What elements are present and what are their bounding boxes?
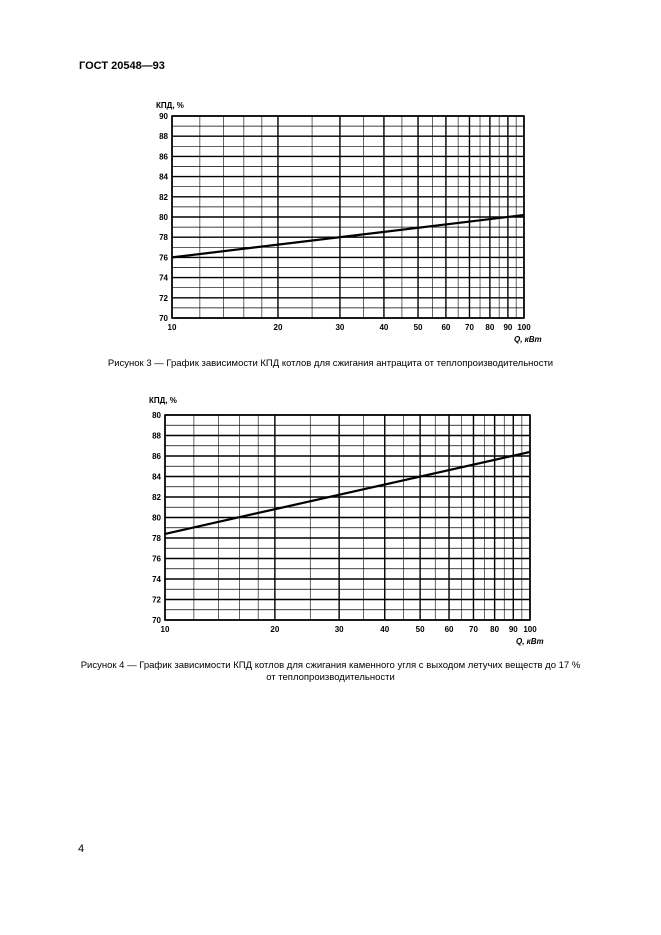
x-tick-label: 10 (167, 323, 177, 332)
x-tick-label: 80 (485, 323, 495, 332)
y-tick-label: 88 (159, 132, 168, 142)
document-header: ГОСТ 20548—93 (79, 60, 165, 72)
figure-4-caption (60, 660, 601, 684)
x-tick-label: 80 (490, 625, 500, 634)
efficiency-line (165, 452, 530, 534)
figure-4-caption-line-1: Рисунок 4 — График зависимости КПД котлов для сжигания каменного угля с выходом летучих веществ до 17 % (80, 660, 581, 671)
x-tick-label: 20 (270, 625, 280, 634)
x-axis-label: Q, кВт (516, 637, 544, 646)
x-tick-label: 50 (413, 323, 423, 332)
x-tick-label: 70 (469, 625, 478, 634)
x-axis-label: Q, кВт (514, 335, 542, 344)
y-tick-label: 70 (152, 616, 161, 625)
y-tick-label: 74 (152, 575, 161, 584)
y-tick-label: 72 (159, 293, 168, 303)
y-tick-label: 88 (152, 431, 161, 441)
x-tick-label: 10 (160, 625, 170, 634)
x-tick-label: 100 (523, 625, 537, 634)
y-tick-label: 78 (159, 233, 168, 243)
x-tick-label: 30 (334, 625, 344, 634)
y-tick-label: 80 (159, 213, 168, 222)
y-tick-label: 74 (159, 273, 168, 283)
y-tick-label: 84 (159, 172, 168, 182)
y-tick-label: 70 (159, 314, 168, 323)
x-tick-label: 60 (441, 323, 451, 332)
efficiency-line (172, 215, 524, 257)
x-tick-label: 30 (335, 323, 345, 332)
x-tick-label: 40 (379, 323, 389, 332)
y-axis-label: КПД, % (149, 396, 177, 405)
y-tick-label: 82 (159, 192, 168, 202)
y-tick-label: 82 (152, 493, 161, 502)
y-tick-label: 90 (159, 112, 168, 121)
x-tick-label: 90 (508, 625, 518, 634)
x-tick-label: 20 (273, 323, 283, 332)
x-tick-label: 100 (517, 323, 531, 332)
y-tick-label: 86 (159, 152, 168, 162)
y-axis-label: КПД, % (156, 101, 184, 110)
figure-3-caption (60, 358, 601, 370)
figure-3-caption-text: Рисунок 3 — График зависимости КПД котлов для сжигания антрацита от теплопроизводительности (107, 358, 554, 369)
x-tick-label: 90 (503, 323, 513, 332)
page-number: 4 (78, 843, 85, 855)
x-tick-label: 60 (444, 625, 454, 634)
y-tick-label: 80 (152, 411, 161, 420)
y-tick-label: 80 (152, 513, 161, 523)
y-tick-label: 78 (152, 534, 161, 543)
figure-4-caption-line-2: от теплопроизводительности (266, 672, 395, 683)
y-tick-label: 72 (152, 595, 161, 605)
x-tick-label: 40 (380, 625, 390, 634)
y-tick-label: 76 (152, 554, 161, 564)
y-tick-label: 86 (152, 452, 161, 461)
x-tick-label: 70 (465, 323, 474, 332)
chart-figure-3 (156, 101, 542, 344)
y-tick-label: 76 (159, 253, 168, 263)
y-tick-label: 84 (152, 472, 161, 482)
x-tick-label: 50 (415, 625, 425, 634)
chart-figure-4 (149, 396, 544, 646)
